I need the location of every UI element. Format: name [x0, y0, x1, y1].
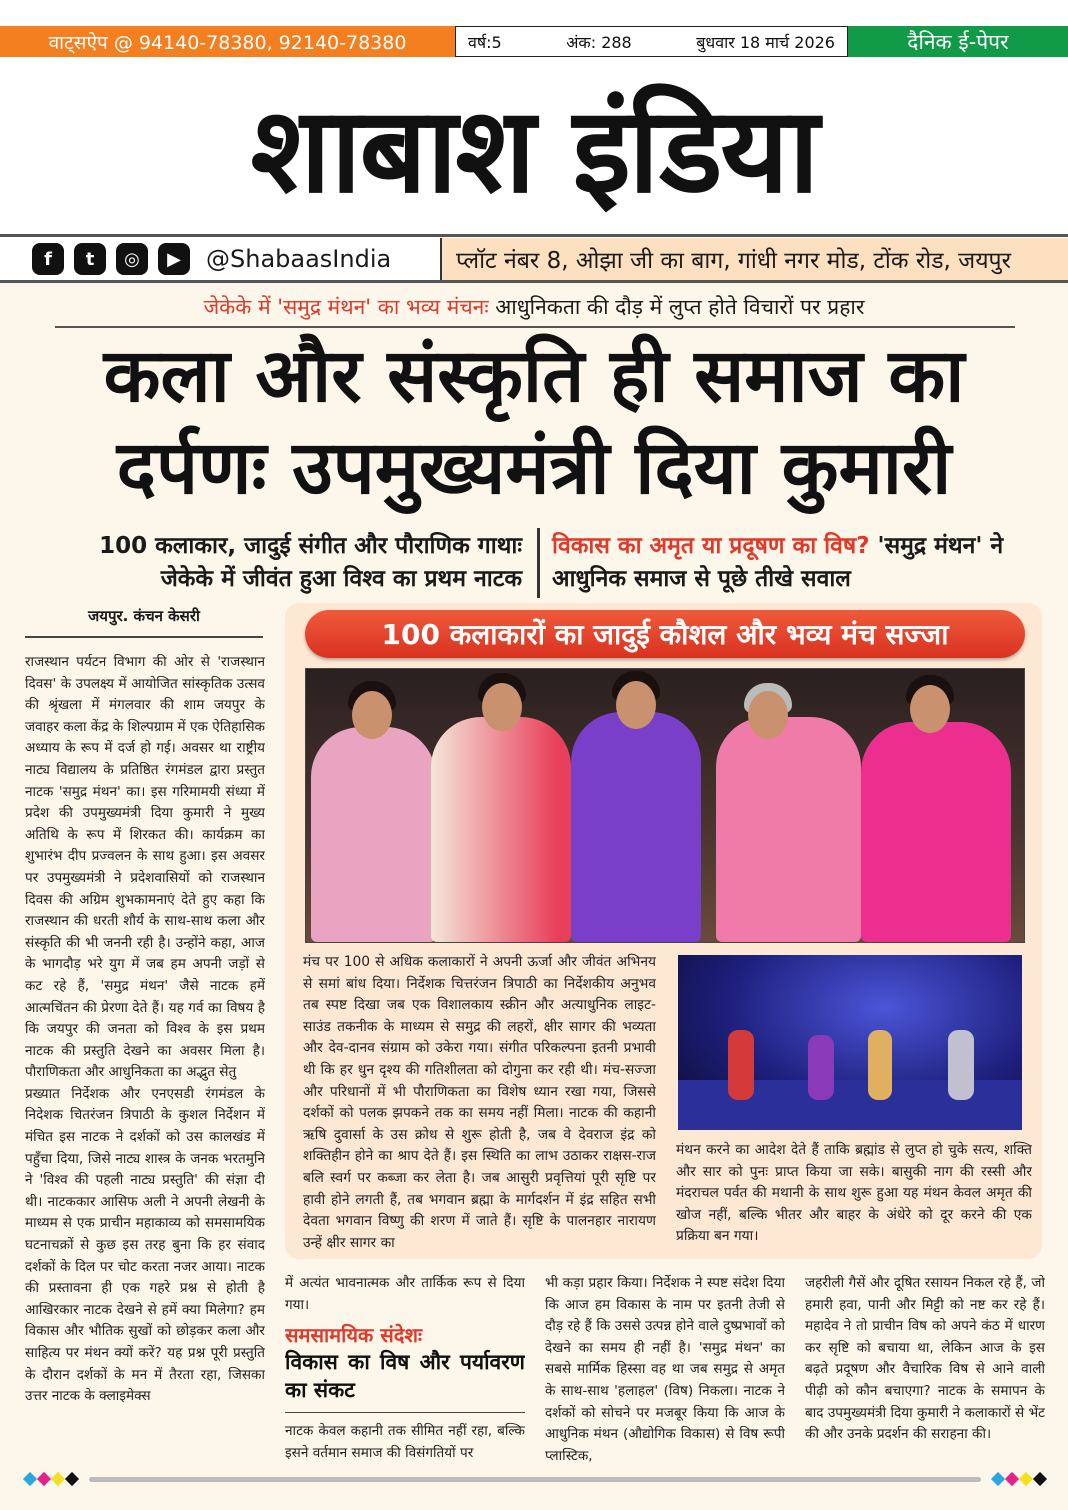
paragraph: प्रख्यात निर्देशक और एनएसडी रंगमंडल के निदेशक चितरंजन त्रिपाठी के कुशल निर्देशन में मंचित इस नाटक ने दर्शकों को उस कालखंड में पहुँचा दिया, जिसे नाट्य शास्त्र के जनक भरतमुनि ने 'विश्व की पहली नाट्य प्रस्तुति' की संज्ञा दी थी। नाटककार आसिफ अली ने अपनी लेखनी के माध्यम से एक प्राचीन महाकाव्य को समसामयिक घटनाचक्रों से कुछ इस तरह बुना कि हर संवाद दर्शकों के दिल पर चोट करता नजर आया। नाटक की प्रस्तावना ही एक गहरे प्रश्न से होती है आखिरकार नाटक देखने से हमें क्या मिलेगा? हम विकास और भौतिक सुखों को छोड़कर कला और साहित्य पर मंथन क्यों करें? यह प्रश्न पूरी प्रस्तुति के दौरान दर्शकों के मन में तैरता रहा, जिसका उत्तर नाटक के क्लाइमेक्स — [25, 1085, 265, 1405]
photo-stage-performance — [678, 955, 1022, 1130]
issue-info — [455, 26, 848, 57]
issue-number: अंक: 288 — [566, 32, 632, 52]
paragraph: में अत्यंत भावनात्मक और तार्किक रूप से दिया गया। — [285, 1275, 525, 1313]
whatsapp-text: वाट्सऐप @ 94140-78380, 92140-78380 — [48, 31, 407, 54]
youtube-icon[interactable]: ▶ — [158, 243, 190, 275]
facebook-icon[interactable]: f — [32, 243, 64, 275]
divider — [537, 528, 540, 598]
section-kicker: समसामयिक संदेशः — [285, 1323, 423, 1348]
paragraph: राजस्थान पर्यटन विभाग की ओर से 'राजस्थान दिवस' के उपलक्ष्य में आयोजित सांस्कृतिक उत्सव की श्रृंखला में मंगलवार की शाम जयपुर के जवाहर कला केंद्र के शिल्पग्राम में एक ऐतिहासिक अध्याय के रूप में दर्ज हो गई। अवसर था राष्ट्रीय नाट्य विद्यालय के प्रतिष्ठित रंगमंडल द्वारा प्रस्तुत नाटक 'समुद्र मंथन' का। इस गरिमामयी संध्या में प्रदेश की उपमुख्यमंत्री दिया कुमारी ने मुख्य अतिथि के रूप में शिरकत की। कार्यक्रम का शुभारंभ दीप प्रज्वलन के साथ हुआ। इस अवसर पर उपमुख्यमंत्री ने प्रदेशवासियों को राजस्थान दिवस की अग्रिम शुभकामनाएं देते हुए कहा कि राजस्थान की धरती शौर्य के साथ-साथ कला और संस्कृति की भी जननी रही है। उन्होंने कहा, आज के भागदौड़ भरे युग में जब हम अपनी जड़ों से कट रहे हैं, 'समुद्र मंथन' जैसे नाटक हमें आत्मचिंतन की प्रेरणा देते हैं। यह गर्व का विषय है कि जयपुर की जनता को विश्व के इस प्रथम नाटक की प्रस्तुति देखने का अवसर मिला है। पौराणिकता और आधुनिकता का अद्भुत सेतु — [25, 654, 265, 1081]
edition-text: दैनिक ई-पेपर — [907, 29, 1009, 54]
magenta-mark — [37, 1472, 51, 1486]
performer — [808, 1035, 834, 1100]
divider — [55, 326, 1015, 328]
divider — [25, 636, 263, 638]
headline-line-2: दर्पणः उपमुख्यमंत्री दिया कुमारी — [116, 425, 952, 511]
divider — [0, 234, 1068, 237]
subheadline-left — [20, 530, 522, 596]
black-mark — [65, 1472, 79, 1486]
footer-line — [89, 1477, 981, 1482]
whatsapp-contact — [0, 26, 455, 57]
twitter-icon[interactable]: t — [74, 243, 106, 275]
subheadline-right-red: विकास का अमृत या प्रदूषण का विष? — [552, 533, 870, 559]
article-column-bottom-1 — [285, 1273, 525, 1473]
yellow-mark — [1019, 1472, 1033, 1486]
instagram-icon[interactable]: ◎ — [116, 243, 148, 275]
feature-banner: 100 कलाकारों का जादुई कौशल और भव्य मंच सज्जा — [305, 610, 1025, 658]
section-heading: विकास का विष और पर्यावरण का संकट — [285, 1348, 525, 1413]
feature-column-right: मंथन करने का आदेश देते हैं ताकि ब्रह्मांड से लुप्त हो चुके सत्य, शक्ति और सार को पुनः प्राप्त किया जा सके। बासुकी नाग की रस्सी और मंदराचल पर्वत की मथानी के साथ शुरू हुआ यह मंथन केवल अमृत की खोज नहीं, बल्कि भीतर और बाहर के अंधेरे को दूर करने की एक प्रक्रिया बन गया। — [676, 1142, 1032, 1245]
registration-marks — [25, 1473, 1045, 1485]
date: बुधवार 18 मार्च 2026 — [696, 32, 835, 52]
masthead-logo: शाबाश इंडिया — [250, 81, 818, 219]
social-handle[interactable]: @ShabaasIndia — [206, 245, 392, 273]
kicker — [0, 293, 1068, 321]
feature-column-mid: मंच पर 100 से अधिक कलाकारों ने अपनी ऊर्जा और जीवंत अभिनय से समां बांध दिया। निर्देशक चित्तरंजन त्रिपाठी का निर्देशकीय अनुभव तब स्पष्ट दिखा जब एक विशालकाय स्क्रीन और अत्याधुनिक लाइट-साउंड तकनीक के माध्यम से समुद्र की लहरों, क्षीर सागर की भव्यता और देव-दानव संग्राम को उकेरा गया। संगीत परिकल्पना इतनी प्रभावी थी कि हर धुन दृश्य की गतिशीलता को दोगुना कर रही थी। मंच-सज्जा और परिधानों में भी पौराणिकता का विशेष ध्यान रखा गया, जिससे दर्शकों को पलक झपकने तक का समय नहीं मिला। नाटक की कहानी ऋषि दुवार्सा के उस क्रोध से शुरू होती है, जब वे देवराज इंद्र को शक्तिहीन होने का श्राप देते हैं। इस स्थिति का लाभ उठाकर राक्षस-राज बलि स्वर्ग पर कब्जा कर लेता है। जब आसुरी प्रवृत्तियां पूरी सृष्टि पर हावी होने लगती हैं, तब भगवान ब्रह्मा के मार्गदर्शन में इंद्र सहित सभी देवता भगवान विष्णु की शरण में जाते हैं। सृष्टि के पालनहार नारायण उन्हें क्षीर सागर का — [303, 954, 656, 1251]
subheadline-left-2: जेकेके में जीवंत हुआ विश्व का प्रथम नाटक — [160, 566, 522, 592]
performer — [868, 1030, 892, 1100]
black-mark — [1033, 1472, 1047, 1486]
edition-label — [848, 26, 1068, 57]
paragraph: नाटक केवल कहानी तक सीमित नहीं रहा, बल्कि इसने वर्तमान समाज की विसंगतियों पर — [285, 1423, 525, 1461]
magenta-mark — [1005, 1472, 1019, 1486]
headline-line-1: कला और संस्कृति ही समाज का — [103, 333, 965, 419]
address: प्लॉट नंबर 8, ओझा जी का बाग, गांधी नगर मोड, टोंक रोड, जयपुर — [440, 238, 1068, 280]
performer — [948, 1030, 974, 1100]
kicker-red: जेकेके में 'समुद्र मंथन' का भव्य मंचनः — [203, 295, 489, 319]
subheadline-right-black: 'समुद्र मंथन' ने आधुनिक समाज से पूछे तीखे सवाल — [552, 533, 1004, 592]
article-column-bottom-2: भी कड़ा प्रहार किया। निर्देशक ने स्पष्ट संदेश दिया कि आज हम विकास के नाम पर इतनी तेजी से दौड़ रहे हैं कि उससे उत्पन्न होने वाले दुष्प्रभावों को देखने का समय ही नहीं है। 'समुद्र मंथन' का सबसे मार्मिक हिस्सा वह था जब समुद्र से अमृत के साथ-साथ 'हलाहल' (विष) निकला। नाटक ने दर्शकों को सोचने पर मजबूर किया कि आज के आधुनिक मंथन (औद्योगिक विकास) से विष रूपी प्लास्टिक, — [545, 1275, 785, 1464]
kicker-black: आधुनिकता की दौड़ में लुप्त होते विचारों पर प्रहार — [488, 295, 865, 319]
cyan-mark — [991, 1472, 1005, 1486]
yellow-mark — [51, 1472, 65, 1486]
byline: जयपुर. कंचन केसरी — [88, 607, 200, 625]
social-bar — [0, 238, 440, 280]
article-column-left — [25, 652, 265, 1467]
cyan-mark — [23, 1472, 37, 1486]
article-column-bottom-3: जहरीली गैसें और दूषित रसायन निकल रहे हैं, जो हमारी हवा, पानी और मिट्टी को नष्ट कर रहे हैं। महादेव ने तो प्राचीन विष को अपने कंठ में धारण कर सृष्टि को बचाया था, लेकिन आज के इस बढ़ते प्रदूषण और वैचारिक विष से आने वाली पीढ़ी को कौन बचाएगा? नाटक के समापन के बाद उपमुख्यमंत्री दिया कुमारी ने कलाकारों से भेंट की और उनके प्रदर्शन की सराहना की। — [805, 1275, 1045, 1443]
performer — [728, 1030, 754, 1100]
year: वर्ष:5 — [468, 32, 502, 52]
photo-guests-seated — [305, 668, 1025, 943]
subheadline-left-1: 100 कलाकार, जादुई संगीत और पौराणिक गाथाः — [99, 533, 522, 559]
subheadline-right — [552, 530, 1052, 596]
